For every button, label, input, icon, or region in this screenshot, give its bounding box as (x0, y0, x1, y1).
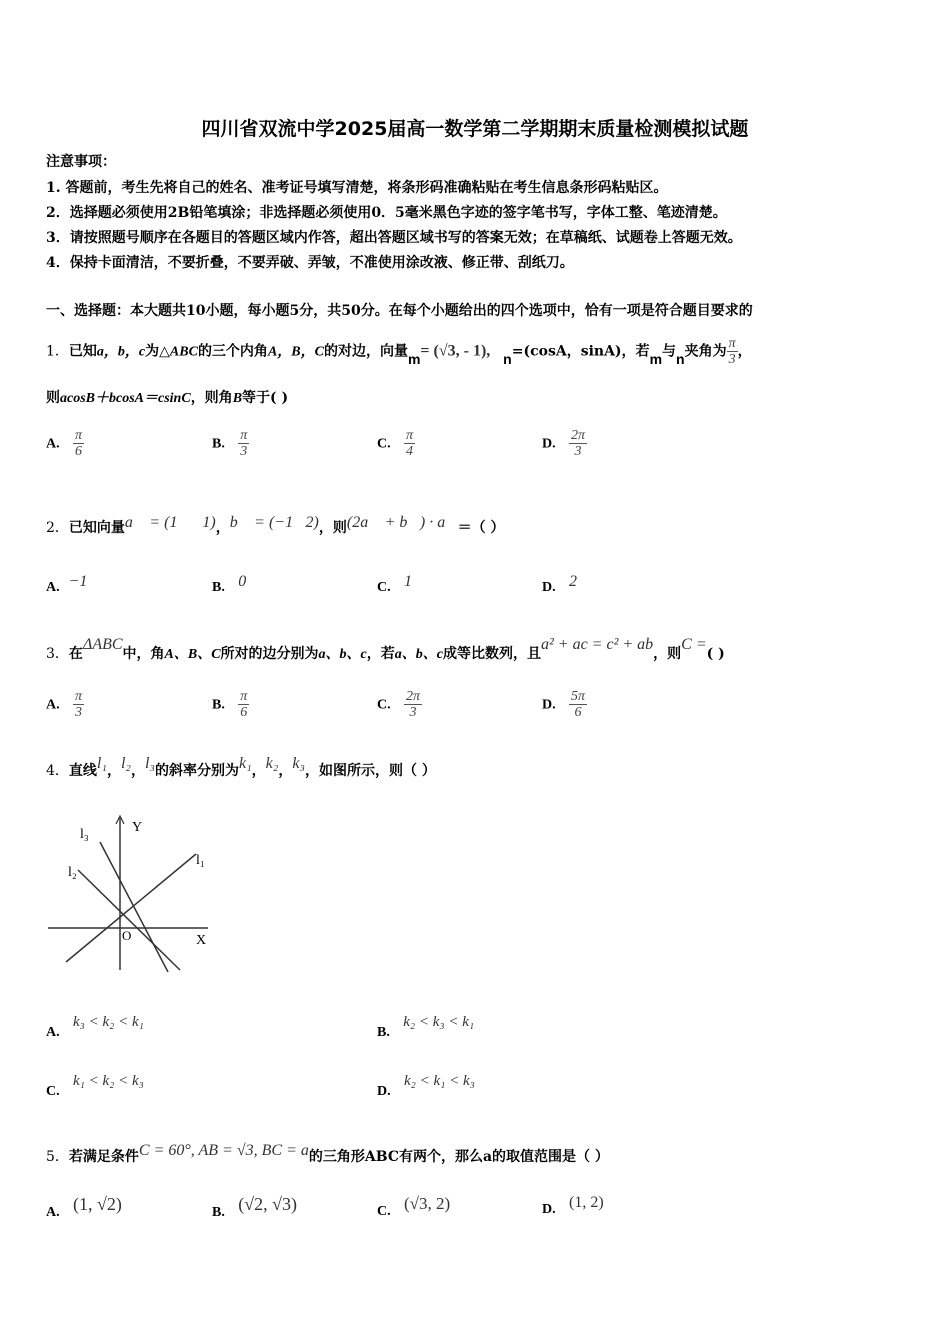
q4-option-d[interactable]: D. k₂ < k₁ < k₃ (377, 1073, 475, 1099)
y-label: Y (132, 820, 143, 835)
q4-option-c[interactable]: C. k₁ < k₂ < k₃ (46, 1073, 144, 1099)
q3-option-a[interactable]: A. $\frac{\pi}{3}$ (46, 689, 82, 720)
q1-option-d[interactable]: D. $\frac{2\pi}{3}$ (542, 428, 585, 459)
q4-option-a[interactable]: A. k₃ < k₂ < k₁ (46, 1014, 144, 1040)
q3-option-b[interactable]: B. $\frac{\pi}{6}$ (212, 689, 248, 720)
q1-option-b[interactable]: B. $\frac{\pi}{3}$ (212, 428, 248, 459)
notice-item-3: 3．请按照题号顺序在各题目的答题区域内作答，超出答题区域书写的答案无效；在草稿纸、试题卷上答题无效。 (46, 230, 742, 246)
q2-option-c[interactable]: C. 1 (377, 573, 412, 595)
q1-option-a[interactable]: A. $\frac{\pi}{6}$ (46, 428, 82, 459)
q5-option-a[interactable]: A. (1, √2) (46, 1194, 122, 1220)
notice-item-2: 2．选择题必须使用2B铅笔填涂；非选择题必须使用0．5毫米黑色字迹的签字笔书写，字体工整、笔迹清楚。 (46, 205, 727, 221)
l1-label: l₁ (196, 853, 205, 868)
q3-option-d[interactable]: D. $\frac{5\pi}{6}$ (542, 689, 585, 720)
notice-item-4: 4．保持卡面清洁，不要折叠，不要弄破、弄皱，不准使用涂改液、修正带、刮纸刀。 (46, 255, 574, 271)
page-title: 四川省双流中学2025届高一数学第二学期期末质量检测模拟试题 (201, 118, 749, 140)
q2-option-a[interactable]: A. −1 (46, 573, 88, 595)
origin-label: O (122, 928, 132, 943)
line-l3 (100, 842, 168, 972)
q5-option-d[interactable]: D. (1, 2) (542, 1194, 604, 1217)
question-5: 5．若满足条件C = 60°, AB = √3, BC = a的三角形ABC有两个，那么a的取值范围是（ ） (46, 1142, 609, 1165)
line-l2 (78, 870, 180, 970)
q2-option-d[interactable]: D. 2 (542, 573, 577, 595)
q2-option-b[interactable]: B. 0 (212, 573, 247, 595)
question-1-line-1: 1．已知a，b，c为△ABC的三个内角A，B，C的对边，向量m= (√3, - 1), n=(cosA，sinA)，若m与n夹角为 $\frac{\pi}{3}$ ， (46, 336, 752, 367)
question-1-line-2: 则acosB＋bcosA＝csinC，则角B等于( ) (46, 390, 289, 406)
notice-item-1: 1. 答题前，考生先将自己的姓名、准考证号填写清楚，将条形码准确粘贴在考生信息条形码粘贴区。 (46, 180, 668, 196)
q1-option-c[interactable]: C. $\frac{\pi}{4}$ (377, 428, 413, 459)
notice-heading: 注意事项： (46, 154, 116, 170)
section-heading: 一、选择题：本大题共10小题，每小题5分，共50分。在每个小题给出的四个选项中，恰有一项是符合题目要求的 (46, 303, 753, 319)
q5-option-b[interactable]: B. (√2, √3) (212, 1194, 297, 1220)
question-2: 2．已知向量a⃗ = (1，－1)，b⃗ = (−1，2)，则(2a⃗ + b⃗) · a⃗＝（ ） (46, 514, 505, 536)
question-3: 3．在ΔABC中，角A、B、C所对的边分别为a、b、c，若a、b、c成等比数列，且a² + ac = c² + ab，则C =( ) (46, 636, 725, 662)
line-l1 (66, 854, 196, 962)
question-4: 4．直线l₁，l₂，l₃的斜率分别为k₁，k₂，k₃，如图所示，则（ ） (46, 755, 436, 779)
q3-option-c[interactable]: C. $\frac{2\pi}{3}$ (377, 689, 420, 720)
x-label: X (196, 933, 207, 948)
l3-label: l₃ (80, 827, 89, 842)
l2-label: l₂ (68, 865, 77, 880)
slope-graph (48, 812, 218, 972)
q4-option-b[interactable]: B. k₂ < k₃ < k₁ (377, 1014, 475, 1040)
angle-fraction: $\frac{\pi}{3}$ (728, 336, 736, 367)
q5-option-c[interactable]: C. (√3, 2) (377, 1194, 451, 1219)
